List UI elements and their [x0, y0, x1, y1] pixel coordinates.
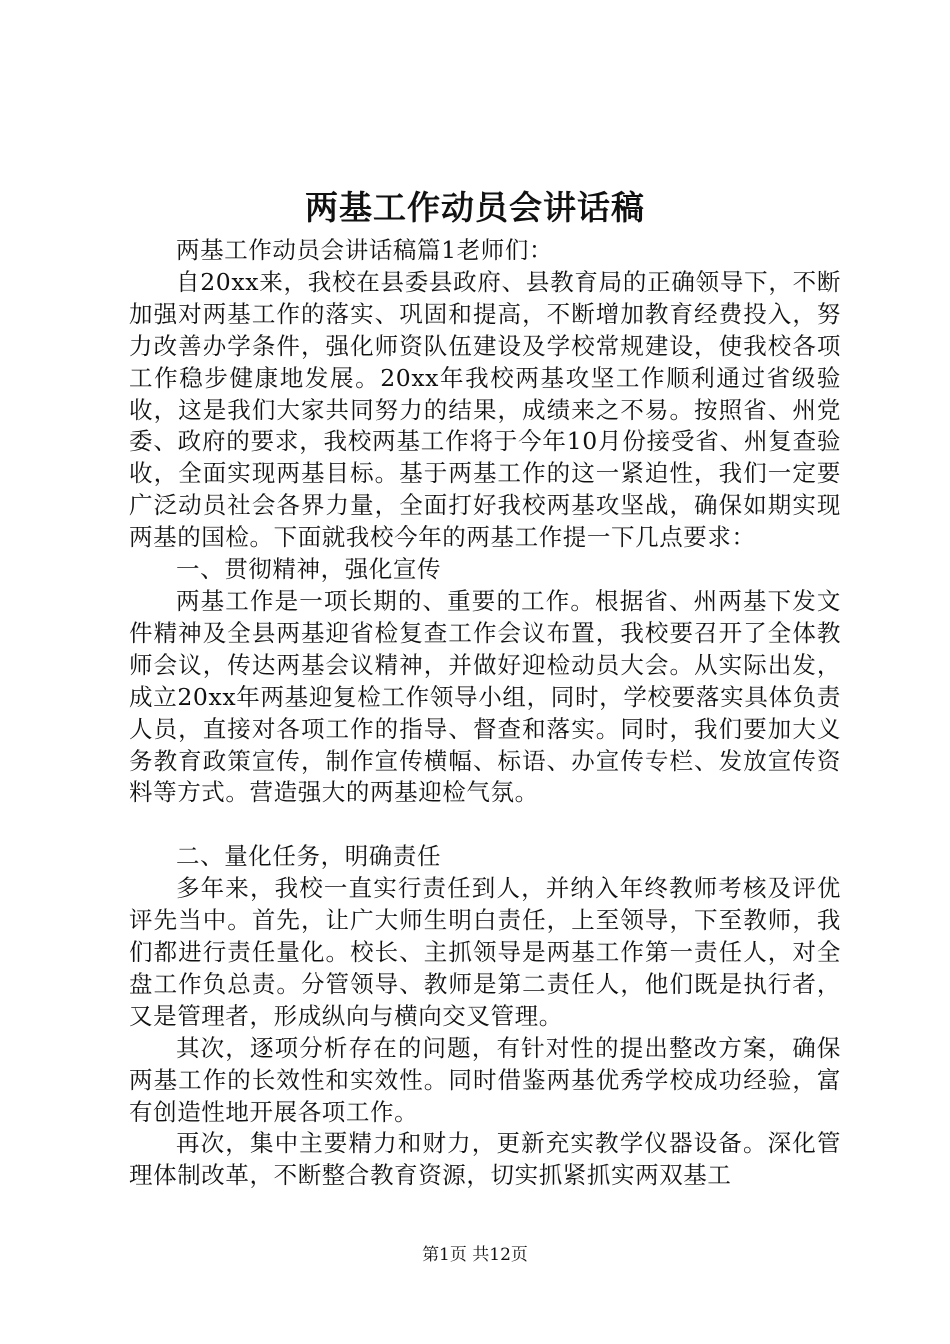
blank-line [129, 809, 841, 841]
paragraph-section-2-again: 再次，集中主要精力和财力，更新充实教学仪器设备。深化管理体制改革，不断整合教育资源，切实抓紧抓实两双基工 [129, 1129, 841, 1190]
page-footer: 第1页 共12页 [422, 1245, 528, 1265]
document-body [129, 235, 841, 1192]
document-title: 两基工作动员会讲话稿 [305, 188, 645, 227]
section-heading-1: 一、贯彻精神，强化宣传 [176, 555, 442, 584]
paragraph-section-2-next: 其次，逐项分析存在的问题，有针对性的提出整改方案，确保两基工作的长效性和实效性。同时借鉴两基优秀学校成功经验，富有创造性地开展各项工作。 [129, 1033, 841, 1126]
paragraph-background: 自20xx来，我校在县委县政府、县教育局的正确领导下，不断加强对两基工作的落实、巩固和提高，不断增加教育经费投入，努力改善办学条件，强化师资队伍建设及学校常规建设，使我校各项工作稳步健康地发展。20xx年我校两基攻坚工作顺利通过省级验收，这是我们大家共同努力的结果，成绩来之不易。按照省、州党委、政府的要求，我校两基工作将于今年10月份接受省、州复查验收，全面实现两基目标。基于两基工作的这一紧迫性，我们一定要广泛动员社会各界力量，全面打好我校两基攻坚战，确保如期实现两基的国检。下面就我校今年的两基工作提一下几点要求： [129, 267, 841, 552]
section-heading-2: 二、量化任务，明确责任 [176, 842, 442, 871]
paragraph-intro: 两基工作动员会讲话稿篇1老师们： [176, 236, 554, 264]
paragraph-section-2: 多年来，我校一直实行责任到人，并纳入年终教师考核及评优评先当中。首先，让广大师生明白责任，上至领导，下至教师，我们都进行责任量化。校长、主抓领导是两基工作第一责任人，对全盘工作负总责。分管领导、教师是第二责任人，他们既是执行者，又是管理者，形成纵向与横向交叉管理。 [129, 874, 841, 1030]
paragraph-section-1: 两基工作是一项长期的、重要的工作。根据省、州两基下发文件精神及全县两基迎省检复查工作会议布置，我校要召开了全体教师会议，传达两基会议精神，并做好迎检动员大会。从实际出发，成立20xx年两基迎复检工作领导小组，同时，学校要落实具体负责人员，直接对各项工作的指导、督查和落实。同时，我们要加大义务教育政策宣传，制作宣传横幅、标语、办宣传专栏、发放宣传资料等方式。营造强大的两基迎检气氛。 [129, 586, 841, 807]
